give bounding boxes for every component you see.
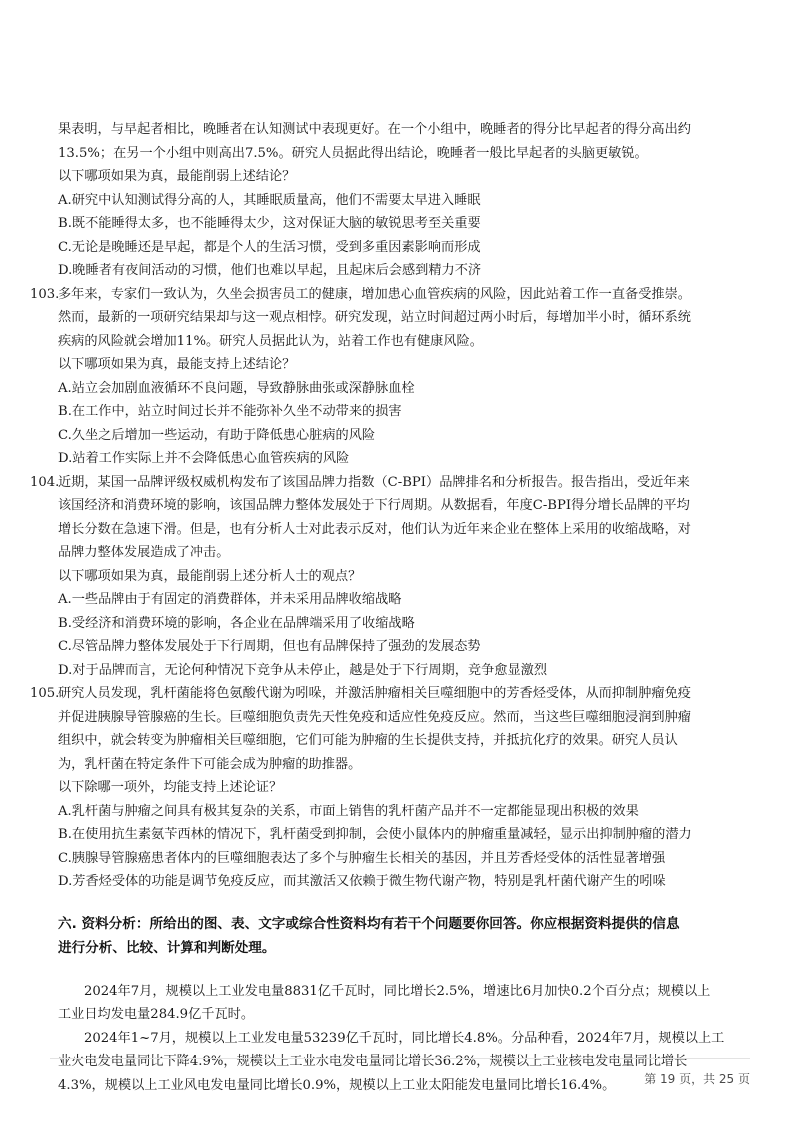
section-heading — [58, 912, 748, 960]
paragraph-line: 工业日均发电量284.9亿千瓦时。 — [58, 1007, 255, 1022]
option-c: C.胰腺导管腺癌患者体内的巨噬细胞表达了多个与肿瘤生长相关的基因，并且芳香烃受体的活性显著增强 — [58, 850, 666, 866]
question-text-line: 该国经济和消费环境的影响，该国品牌力整体发展处于下行周期。从数据看，年度C-BPI得分增长品牌的平均 — [58, 498, 690, 513]
option-b: B.在使用抗生素氨苄西林的情况下，乳杆菌受到抑制，会使小鼠体内的肿瘤重量减轻，显示出抑制肿瘤的潜力 — [58, 827, 692, 842]
option-c: C.无论是晚睡还是早起，都是个人的生活习惯，受到多重因素影响而形成 — [58, 239, 481, 255]
option-d: D.对于品牌而言，无论何种情况下竞争从未停止，越是处于下行周期，竞争愈显激烈 — [58, 662, 548, 678]
question-prompt: 以下哪项如果为真，最能削弱上述结论？ — [58, 169, 296, 184]
question-text-line: 13.5%；在另一个小组中则高出7.5%。研究人员据此得出结论，晚睡者一般比早起者的头脑更敏锐。 — [58, 145, 648, 161]
question-text-line: 增长分数在急速下滑。但是，也有分析人士对此表示反对，他们认为近年来企业在整体上采用的收缩战略，对 — [58, 521, 691, 537]
question-105 — [30, 682, 748, 894]
footer-divider — [50, 1058, 750, 1059]
option-b: B.在工作中，站立时间过长并不能弥补久坐不动带来的损害 — [58, 404, 402, 419]
option-d: D.晚睡者有夜间活动的习惯，他们也难以早起，且起床后会感到精力不济 — [58, 263, 482, 278]
question-text-line: 为，乳杆菌在特定条件下可能会成为肿瘤的助推器。 — [58, 756, 362, 772]
section-heading-line: 六. 资料分析：所给出的图、表、文字或综合性资料均有若干个问题要你回答。你应根据资料提供的信息 — [58, 915, 680, 932]
paragraph-line: 4.3%，规模以上工业风电发电量同比增长0.9%，规模以上工业太阳能发电量同比增长16.4%。 — [58, 1077, 616, 1093]
page-content — [30, 118, 748, 1097]
paragraph-line: 业火电发电量同比下降4.9%，规模以上工业水电发电量同比增长36.2%，规模以上工业核电发电量同比增长 — [58, 1054, 688, 1069]
section-heading-line: 进行分析、比较、计算和判断处理。 — [58, 939, 276, 956]
question-text-line: 多年来，专家们一致认为，久坐会损害员工的健康，增加患心血管疾病的风险，因此站着工作一直备受推崇。 — [58, 286, 691, 302]
question-prompt: 以下除哪一项外，均能支持上述论证？ — [58, 780, 283, 795]
question-number: 104. — [30, 474, 60, 490]
option-c: C.久坐之后增加一些运动，有助于降低患心脏病的风险 — [58, 427, 376, 443]
option-a: A.站立会加剧血液循环不良问题，导致静脉曲张或深静脉血栓 — [58, 380, 415, 396]
question-number: 105. — [30, 686, 60, 701]
question-prompt: 以下哪项如果为真，最能削弱上述分析人士的观点？ — [58, 568, 362, 584]
question-text-line: 组织中，就会转变为肿瘤相关巨噬细胞，它们可能为肿瘤的生长提供支持，并抵抗化疗的效果。研究人员认 — [58, 733, 678, 748]
question-text-line: 果表明，与早起者相比，晚睡者在认知测试中表现更好。在一个小组中，晚睡者的得分比早起者的得分高出约 — [58, 122, 691, 137]
question-text-line: 疾病的风险就会增加11%。研究人员据此认为，站着工作也有健康风险。 — [58, 333, 483, 349]
question-103 — [30, 283, 748, 471]
question-102 — [58, 118, 748, 283]
question-text-line: 然而，最新的一项研究结果却与这一观点相悖。研究发现，站立时间超过两小时后，每增加半小时，循环系统 — [58, 310, 691, 325]
question-text-line: 并促进胰腺导管腺癌的生长。巨噬细胞负责先天性免疫和适应性免疫反应。然而，当这些巨噬细胞浸润到肿瘤 — [58, 709, 691, 725]
option-d: D.芳香烃受体的功能是调节免疫反应，而其激活又依赖于微生物代谢产物，特别是乳杆菌代谢产生的吲哚 — [58, 874, 666, 889]
page-number: 第 19 页，共 25 页 — [644, 1072, 750, 1086]
question-number: 103. — [30, 286, 60, 302]
question-text-line: 近期，某国一品牌评级权威机构发布了该国品牌力指数（C-BPI）品牌排名和分析报告。报告指出，受近年来 — [58, 474, 690, 490]
question-text-line: 品牌力整体发展造成了冲击。 — [58, 545, 230, 560]
question-prompt: 以下哪项如果为真，最能支持上述结论？ — [58, 357, 296, 372]
option-b: B.受经济和消费环境的影响，各企业在品牌端采用了收缩战略 — [58, 615, 415, 631]
option-a: A.乳杆菌与肿瘤之间具有极其复杂的关系，市面上销售的乳杆菌产品并不一定都能显现出积极的效果 — [58, 803, 639, 819]
option-a: A.一些品牌由于有固定的消费群体，并未采用品牌收缩战略 — [58, 592, 402, 607]
question-104 — [30, 471, 748, 683]
option-d: D.站着工作实际上并不会降低患心血管疾病的风险 — [58, 451, 350, 466]
paragraph-line: 2024年1~7月，规模以上工业发电量53239亿千瓦时，同比增长4.8%。分品种看，2024年7月，规模以上工 — [84, 1030, 725, 1046]
material-paragraph-1 — [58, 980, 748, 1027]
option-c: C.尽管品牌力整体发展处于下行周期，但也有品牌保持了强劲的发展态势 — [58, 639, 481, 654]
question-text-line: 研究人员发现，乳杆菌能将色氨酸代谢为吲哚，并激活肿瘤相关巨噬细胞中的芳香烃受体，从而抑制肿瘤免疫 — [58, 686, 691, 701]
paragraph-line: 2024年7月，规模以上工业发电量8831亿千瓦时，同比增长2.5%，增速比6月加快0.2个百分点；规模以上 — [84, 983, 711, 999]
option-a: A.研究中认知测试得分高的人，其睡眠质量高，他们不需要太早进入睡眠 — [58, 192, 481, 208]
option-b: B.既不能睡得太多，也不能睡得太少，这对保证大脑的敏锐思考至关重要 — [58, 216, 481, 231]
